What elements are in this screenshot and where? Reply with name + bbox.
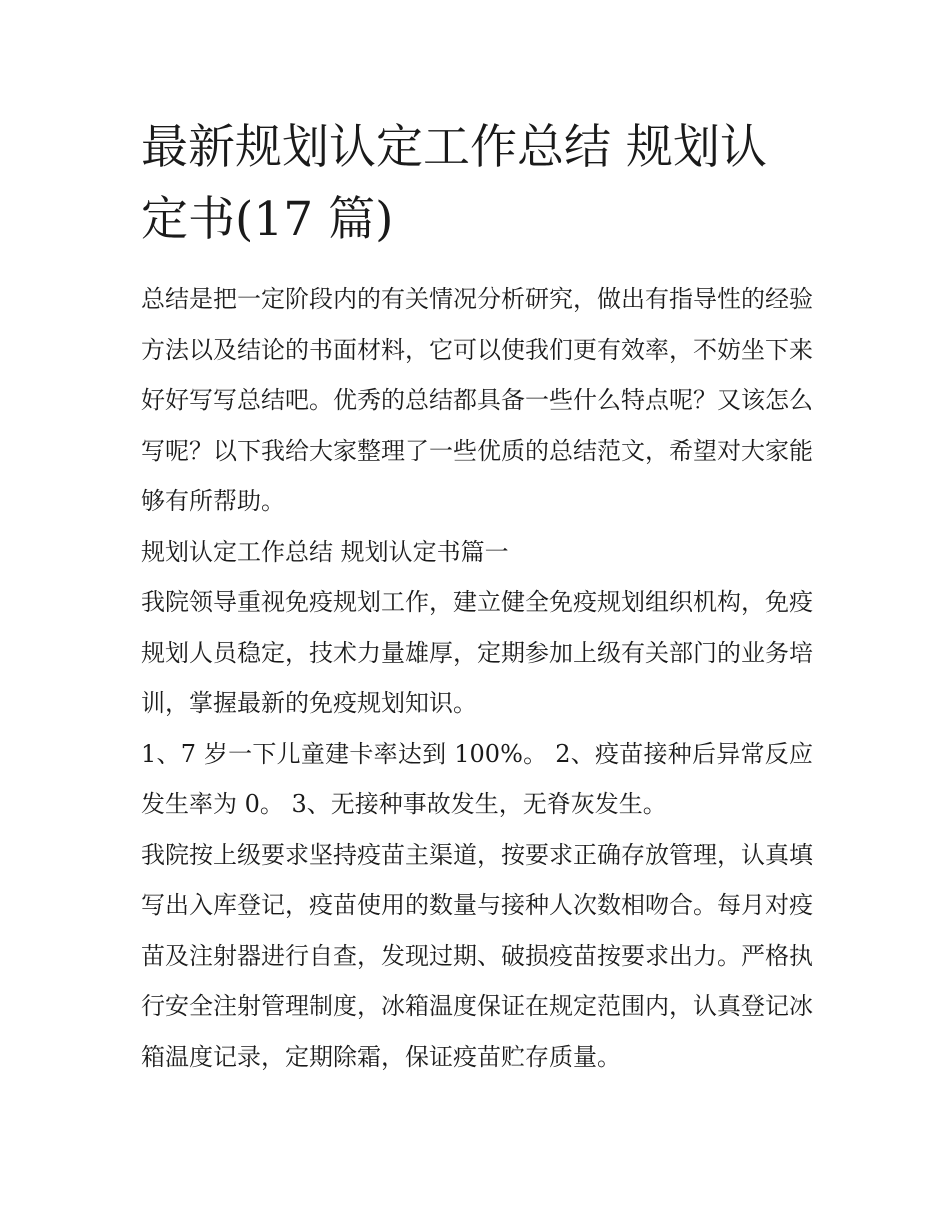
document-page — [141, 112, 813, 1082]
body-paragraph-vaccine-management: 我院按上级要求坚持疫苗主渠道，按要求正确存放管理，认真填写出入库登记，疫苗使用的数量与接种人次数相吻合。每月对疫苗及注射器进行自查，发现过期、破损疫苗按要求出力。严格执行安全注射管理制度，冰箱温度保证在规定范围内，认真登记冰箱温度记录，定期除霜，保证疫苗贮存质量。 — [141, 840, 813, 1071]
intro-paragraph: 总结是把一定阶段内的有关情况分析研究，做出有指导性的经验方法以及结论的书面材料，它可以使我们更有效率，不妨坐下来好好写写总结吧。优秀的总结都具备一些什么特点呢？又该怎么写呢？以下我给大家整理了一些优质的总结范文，希望对大家能够有所帮助。 — [141, 285, 813, 515]
body-paragraph-results: 1、7 岁一下儿童建卡率达到 100%。 2、疫苗接种后异常反应发生率为 0。 3、无接种事故发生，无脊灰发生。 — [141, 739, 813, 818]
section-heading: 规划认定工作总结 规划认定书篇一 — [141, 537, 509, 566]
body-paragraph-leadership: 我院领导重视免疫规划工作，建立健全免疫规划组织机构，免疫规划人员稳定，技术力量雄厚，定期参加上级有关部门的业务培训，掌握最新的免疫规划知识。 — [141, 588, 813, 717]
document-title: 最新规划认定工作总结 规划认定书(17 篇) — [141, 120, 767, 247]
